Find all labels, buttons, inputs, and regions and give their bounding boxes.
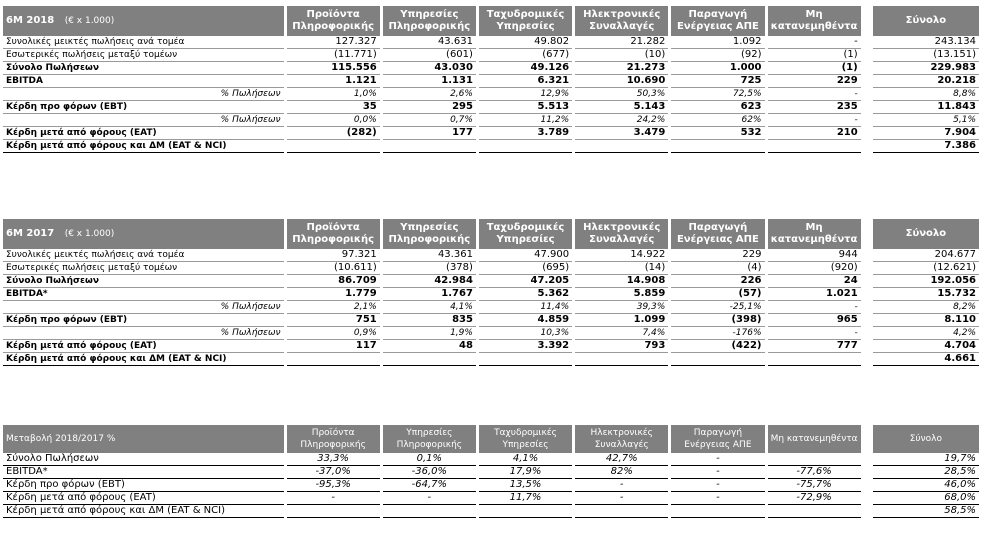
row-value: -	[287, 492, 380, 505]
row-value: 49.126	[479, 62, 572, 75]
row-value: (11.771)	[287, 49, 380, 62]
table-header	[3, 219, 979, 249]
row-value: 235	[768, 101, 861, 114]
table-title: 6M 2017 (€ x 1.000)	[3, 219, 284, 249]
row-value: 1.767	[383, 288, 476, 301]
col-header: Ηλεκτρονικές Συναλλαγές	[575, 425, 668, 453]
row-value	[575, 140, 668, 153]
table-row	[3, 249, 979, 262]
row-value: -	[671, 453, 764, 466]
row-label: Κέρδη προ φόρων (EBT)	[3, 101, 284, 114]
row-total: 4.704	[873, 340, 979, 353]
row-value: 1.121	[287, 75, 380, 88]
row-value: 47.205	[479, 275, 572, 288]
row-value: -	[768, 36, 861, 49]
row-value: (920)	[768, 262, 861, 275]
row-value: 835	[383, 314, 476, 327]
row-total: (12.621)	[873, 262, 979, 275]
row-value: 4,1%	[383, 301, 476, 314]
row-value: 6.321	[479, 75, 572, 88]
row-label: Συνολικές μεικτές πωλήσεις ανά τομέα	[3, 249, 284, 262]
row-value: 210	[768, 127, 861, 140]
row-value: 226	[671, 275, 764, 288]
table-row	[3, 288, 979, 301]
row-value: 1.779	[287, 288, 380, 301]
table-header	[3, 6, 979, 36]
row-total: 5,1%	[873, 114, 979, 127]
row-value	[383, 505, 476, 518]
table-title: Μεταβολή 2018/2017 %	[3, 425, 284, 453]
row-value: 623	[671, 101, 764, 114]
row-value: -75,7%	[768, 479, 861, 492]
row-value	[383, 140, 476, 153]
row-value: 725	[671, 75, 764, 88]
row-value: 39,3%	[575, 301, 668, 314]
row-label: % Πωλήσεων	[3, 114, 284, 127]
row-label: Κέρδη προ φόρων (EBT)	[3, 479, 284, 492]
row-value: -	[575, 492, 668, 505]
row-value	[671, 353, 764, 366]
row-value	[575, 353, 668, 366]
row-label: Κέρδη μετά από φόρους και ΔΜ (EAT & NCI)	[3, 505, 284, 518]
row-label: Κέρδη μετά από φόρους και ΔΜ (EAT & NCI)	[3, 353, 284, 366]
row-value: -	[768, 327, 861, 340]
row-value	[287, 140, 380, 153]
row-value: 33,3%	[287, 453, 380, 466]
row-value: (695)	[479, 262, 572, 275]
row-value: 0,0%	[287, 114, 380, 127]
row-value: 0,1%	[383, 453, 476, 466]
row-total: 68,0%	[873, 492, 979, 505]
col-header: Ταχυδρομικές Υπηρεσίες	[479, 219, 572, 249]
row-value: 295	[383, 101, 476, 114]
row-value: 86.709	[287, 275, 380, 288]
row-value: -95,3%	[287, 479, 380, 492]
row-value: -	[768, 301, 861, 314]
table-row	[3, 49, 979, 62]
row-value: 24	[768, 275, 861, 288]
row-value: 82%	[575, 466, 668, 479]
row-value: (92)	[671, 49, 764, 62]
row-value: -	[671, 479, 764, 492]
row-value: 751	[287, 314, 380, 327]
row-total: 15.732	[873, 288, 979, 301]
row-value: (601)	[383, 49, 476, 62]
row-value: 3.789	[479, 127, 572, 140]
row-value: 3.392	[479, 340, 572, 353]
table-row	[3, 36, 979, 49]
col-header: Ηλεκτρονικές Συναλλαγές	[575, 6, 668, 36]
row-label: EBITDA	[3, 75, 284, 88]
row-value: 115.556	[287, 62, 380, 75]
table-row	[3, 301, 979, 314]
row-value: 229	[671, 249, 764, 262]
row-value: -37,0%	[287, 466, 380, 479]
row-value: 1.099	[575, 314, 668, 327]
row-total: 8,2%	[873, 301, 979, 314]
row-value	[287, 353, 380, 366]
row-label: Εσωτερικές πωλήσεις μεταξύ τομέων	[3, 262, 284, 275]
col-header-total: Σύνολο	[873, 425, 979, 453]
table-row	[3, 479, 979, 492]
row-value: 5.859	[575, 288, 668, 301]
table-6m-2018	[3, 6, 979, 153]
row-label: Κέρδη μετά από φόρους (EAT)	[3, 127, 284, 140]
row-total: 4,2%	[873, 327, 979, 340]
table-row	[3, 62, 979, 75]
row-value: 12,9%	[479, 88, 572, 101]
row-value	[479, 140, 572, 153]
row-value: 0,9%	[287, 327, 380, 340]
row-value: 944	[768, 249, 861, 262]
row-value: 11,4%	[479, 301, 572, 314]
row-value: 3.479	[575, 127, 668, 140]
row-total: 4.661	[873, 353, 979, 366]
col-header: Μη κατανεμηθέντα	[768, 219, 861, 249]
table-row	[3, 453, 979, 466]
row-value: -25,1%	[671, 301, 764, 314]
row-value: (14)	[575, 262, 668, 275]
row-value: 43.030	[383, 62, 476, 75]
row-label: Κέρδη μετά από φόρους (EAT)	[3, 340, 284, 353]
row-value: 777	[768, 340, 861, 353]
row-label: % Πωλήσεων	[3, 327, 284, 340]
row-value: 5.362	[479, 288, 572, 301]
row-value	[768, 140, 861, 153]
row-value: -72,9%	[768, 492, 861, 505]
table-6m-2017	[3, 219, 979, 366]
col-header: Προϊόντα Πληροφορικής	[287, 425, 380, 453]
row-value: 793	[575, 340, 668, 353]
row-value: 24,2%	[575, 114, 668, 127]
row-total: 20.218	[873, 75, 979, 88]
col-header: Ταχυδρομικές Υπηρεσίες	[479, 6, 572, 36]
row-label: % Πωλήσεων	[3, 301, 284, 314]
row-total: 58,5%	[873, 505, 979, 518]
row-value: 127.327	[287, 36, 380, 49]
row-value: 42.984	[383, 275, 476, 288]
row-value: 43.631	[383, 36, 476, 49]
row-label: Κέρδη προ φόρων (EBT)	[3, 314, 284, 327]
col-header: Προϊόντα Πληροφορικής	[287, 219, 380, 249]
row-value: 1,9%	[383, 327, 476, 340]
row-value	[768, 453, 861, 466]
row-label: EBITDA*	[3, 466, 284, 479]
col-header: Παραγωγή Ενέργειας ΑΠΕ	[671, 6, 764, 36]
row-value: 62%	[671, 114, 764, 127]
row-value: 50,3%	[575, 88, 668, 101]
col-header: Μη κατανεμηθέντα	[768, 425, 861, 453]
table-row	[3, 466, 979, 479]
row-label: Σύνολο Πωλήσεων	[3, 62, 284, 75]
row-total: 229.983	[873, 62, 979, 75]
row-value: 177	[383, 127, 476, 140]
row-value: 42,7%	[575, 453, 668, 466]
row-value: -176%	[671, 327, 764, 340]
row-label: % Πωλήσεων	[3, 88, 284, 101]
row-value	[287, 505, 380, 518]
col-header: Προϊόντα Πληροφορικής	[287, 6, 380, 36]
row-value: -	[768, 88, 861, 101]
table-row	[3, 75, 979, 88]
table-title: 6M 2018 (€ x 1.000)	[3, 6, 284, 36]
row-value: 1.000	[671, 62, 764, 75]
row-value: 97.321	[287, 249, 380, 262]
row-total: 28,5%	[873, 466, 979, 479]
row-value: 72,5%	[671, 88, 764, 101]
row-value: 4,1%	[479, 453, 572, 466]
col-header-total: Σύνολο	[873, 6, 979, 36]
row-value	[479, 505, 572, 518]
col-header: Υπηρεσίες Πληροφορικής	[383, 425, 476, 453]
row-total: 192.056	[873, 275, 979, 288]
row-value: (10)	[575, 49, 668, 62]
row-value	[671, 140, 764, 153]
row-value: 2,1%	[287, 301, 380, 314]
row-value: 21.273	[575, 62, 668, 75]
row-value: 1.092	[671, 36, 764, 49]
row-total: 7.904	[873, 127, 979, 140]
col-header: Παραγωγή Ενέργειας ΑΠΕ	[671, 425, 764, 453]
row-total: 19,7%	[873, 453, 979, 466]
row-label: EBITDA*	[3, 288, 284, 301]
row-value: (422)	[671, 340, 764, 353]
col-header: Ηλεκτρονικές Συναλλαγές	[575, 219, 668, 249]
row-value: 35	[287, 101, 380, 114]
row-value	[768, 353, 861, 366]
table-header	[3, 425, 979, 453]
row-label: Κέρδη μετά από φόρους (EAT)	[3, 492, 284, 505]
row-value: 43.361	[383, 249, 476, 262]
row-value: -77,6%	[768, 466, 861, 479]
row-value: (398)	[671, 314, 764, 327]
row-value: 14.922	[575, 249, 668, 262]
row-value: 1,0%	[287, 88, 380, 101]
row-value: -	[671, 466, 764, 479]
row-value: (4)	[671, 262, 764, 275]
row-value: -	[768, 114, 861, 127]
row-value: 5.513	[479, 101, 572, 114]
table-row	[3, 275, 979, 288]
table-row	[3, 127, 979, 140]
row-value: 1.021	[768, 288, 861, 301]
row-value	[479, 353, 572, 366]
row-value: 11,2%	[479, 114, 572, 127]
col-header: Παραγωγή Ενέργειας ΑΠΕ	[671, 219, 764, 249]
row-value: (10.611)	[287, 262, 380, 275]
row-value: (57)	[671, 288, 764, 301]
table-row	[3, 101, 979, 114]
row-total: 8,8%	[873, 88, 979, 101]
table-row	[3, 492, 979, 505]
table-row	[3, 327, 979, 340]
row-total: 8.110	[873, 314, 979, 327]
row-label: Σύνολο Πωλήσεων	[3, 275, 284, 288]
row-value: 10,3%	[479, 327, 572, 340]
row-value	[768, 505, 861, 518]
row-value: 13,5%	[479, 479, 572, 492]
row-value: -	[383, 492, 476, 505]
row-total: (13.151)	[873, 49, 979, 62]
table-row	[3, 505, 979, 518]
row-value: (1)	[768, 49, 861, 62]
table-row	[3, 353, 979, 366]
row-label: Σύνολο Πωλήσεων	[3, 453, 284, 466]
row-total: 243.134	[873, 36, 979, 49]
row-label: Εσωτερικές πωλήσεις μεταξύ τομέων	[3, 49, 284, 62]
row-value: (677)	[479, 49, 572, 62]
row-value: -	[575, 479, 668, 492]
col-header: Μη κατανεμηθέντα	[768, 6, 861, 36]
row-value: 2,6%	[383, 88, 476, 101]
table-row	[3, 314, 979, 327]
row-value: 49.802	[479, 36, 572, 49]
row-value: 11,7%	[479, 492, 572, 505]
col-header: Υπηρεσίες Πληροφορικής	[383, 6, 476, 36]
row-value: -64,7%	[383, 479, 476, 492]
row-value	[575, 505, 668, 518]
table-row	[3, 114, 979, 127]
row-value	[671, 505, 764, 518]
row-value: 7,4%	[575, 327, 668, 340]
row-value: 4.859	[479, 314, 572, 327]
table-row	[3, 340, 979, 353]
row-value: 17,9%	[479, 466, 572, 479]
row-value: 532	[671, 127, 764, 140]
table-row	[3, 88, 979, 101]
row-value: 5.143	[575, 101, 668, 114]
row-value: 48	[383, 340, 476, 353]
row-value: 1.131	[383, 75, 476, 88]
row-value: -36,0%	[383, 466, 476, 479]
row-value: (1)	[768, 62, 861, 75]
row-value: 0,7%	[383, 114, 476, 127]
col-header: Υπηρεσίες Πληροφορικής	[383, 219, 476, 249]
row-value: 965	[768, 314, 861, 327]
col-header: Ταχυδρομικές Υπηρεσίες	[479, 425, 572, 453]
row-value: 14.908	[575, 275, 668, 288]
row-label: Κέρδη μετά από φόρους και ΔΜ (EAT & NCI)	[3, 140, 284, 153]
row-value: (282)	[287, 127, 380, 140]
row-value	[383, 353, 476, 366]
row-label: Συνολικές μεικτές πωλήσεις ανά τομέα	[3, 36, 284, 49]
table-row	[3, 140, 979, 153]
row-total: 7.386	[873, 140, 979, 153]
row-total: 46,0%	[873, 479, 979, 492]
row-total: 204.677	[873, 249, 979, 262]
row-value: 229	[768, 75, 861, 88]
row-value: -	[671, 492, 764, 505]
table-row	[3, 262, 979, 275]
row-total: 11.843	[873, 101, 979, 114]
col-header-total: Σύνολο	[873, 219, 979, 249]
row-value: (378)	[383, 262, 476, 275]
row-value: 117	[287, 340, 380, 353]
row-value: 21.282	[575, 36, 668, 49]
table-change-2018-2017	[3, 425, 979, 518]
row-value: 10.690	[575, 75, 668, 88]
row-value: 47.900	[479, 249, 572, 262]
